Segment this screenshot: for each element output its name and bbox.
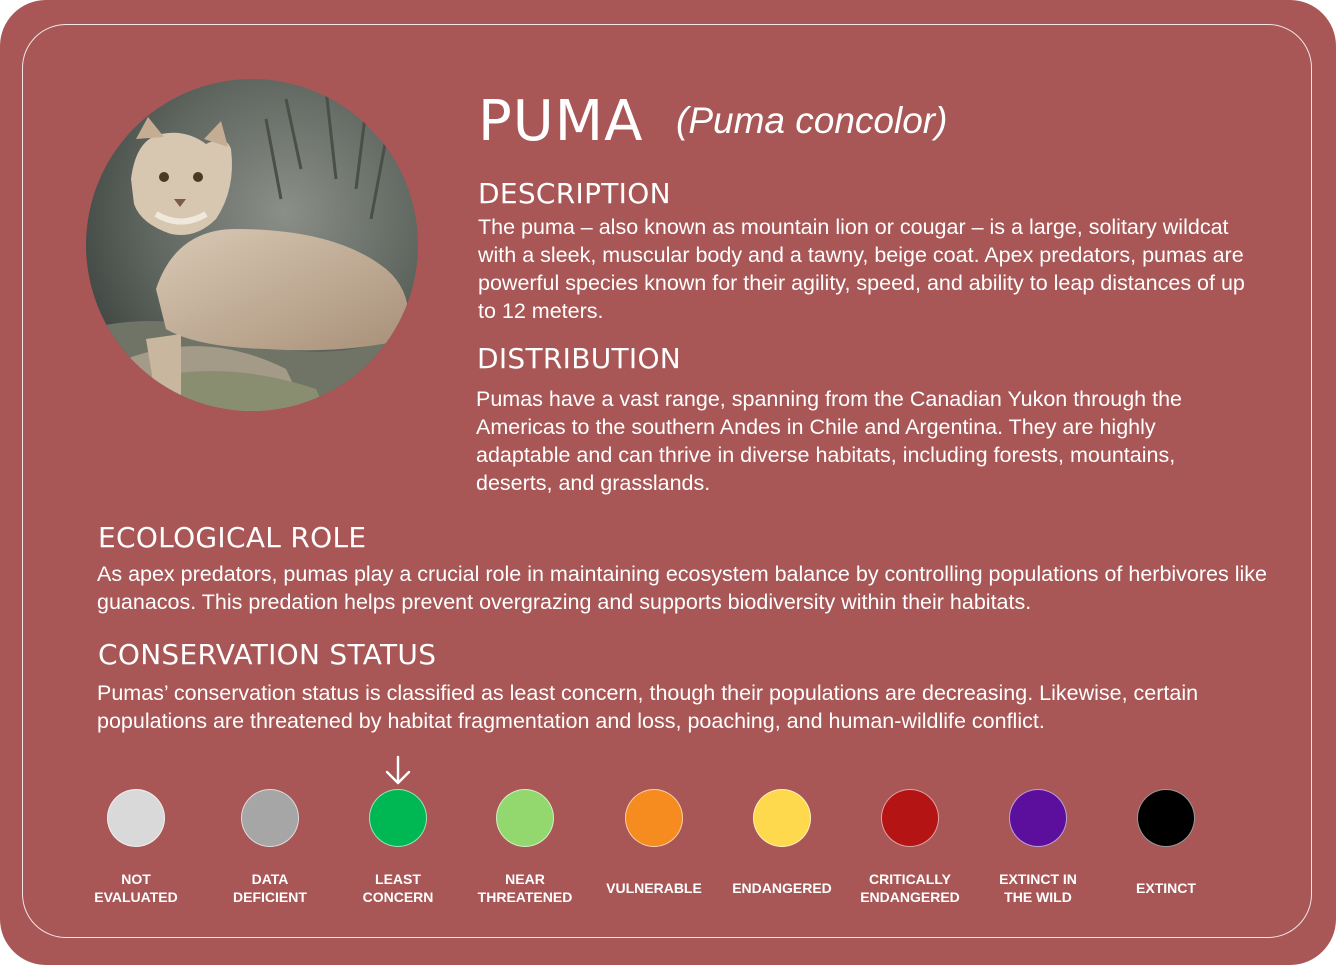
status-label: DATA DEFICIENT xyxy=(233,871,307,905)
status-data-deficient xyxy=(200,789,340,905)
current-status-arrow-icon xyxy=(384,755,412,787)
description-text: The puma – also known as mountain lion or cougar – is a large, solitary wildcat with a sleek, muscular body and a tawny, beige coat. Apex predators, pumas are powerful species known for their agility, speed, and ability to leap distances of up to 12 meters. xyxy=(478,215,1245,323)
status-vulnerable xyxy=(584,789,724,896)
status-label: EXTINCT xyxy=(1136,880,1196,896)
status-dot xyxy=(369,789,427,847)
puma-photo xyxy=(86,79,418,411)
distribution-heading: DISTRIBUTION xyxy=(477,342,682,375)
ecological-role-text: As apex predators, pumas play a crucial role in maintaining ecosystem balance by controlling populations of herbivores like guanacos. This predation helps prevent overgrazing and supports biodiversity within their habitats. xyxy=(97,562,1267,614)
status-label: EXTINCT IN THE WILD xyxy=(999,871,1077,905)
status-dot xyxy=(881,789,939,847)
status-extinct-in-the-wild xyxy=(968,789,1108,905)
species-name: PUMA xyxy=(478,89,644,154)
status-least-concern xyxy=(328,789,468,905)
scientific-name: (Puma concolor) xyxy=(676,100,948,141)
status-extinct xyxy=(1096,789,1236,896)
status-endangered xyxy=(712,789,852,896)
conservation-status-text: Pumas’ conservation status is classified as least concern, though their populations are decreasing. Likewise, certain populations are threatened by habitat fragmentation and loss, poaching, and human-wildlife conflict. xyxy=(97,681,1199,733)
status-label: NEAR THREATENED xyxy=(477,871,573,905)
status-dot xyxy=(107,789,165,847)
status-critically-endangered xyxy=(840,789,980,905)
status-label: NOT EVALUATED xyxy=(94,871,178,905)
ecological-role-heading: ECOLOGICAL ROLE xyxy=(98,521,367,554)
status-dot xyxy=(753,789,811,847)
status-dot xyxy=(625,789,683,847)
status-label: LEAST CONCERN xyxy=(362,871,434,905)
description-heading: DESCRIPTION xyxy=(478,177,671,210)
status-dot xyxy=(241,789,299,847)
status-dot xyxy=(1009,789,1067,847)
status-dot xyxy=(1137,789,1195,847)
status-dot xyxy=(496,789,554,847)
distribution-text: Pumas have a vast range, spanning from the Canadian Yukon through the Americas to the southern Andes in Chile and Argentina. They are highly adaptable and can thrive in diverse habitats, including forests, mountains, deserts, and grasslands. xyxy=(476,387,1182,495)
status-label: VULNERABLE xyxy=(606,880,702,896)
status-label: ENDANGERED xyxy=(732,880,832,896)
status-label: CRITICALLY ENDANGERED xyxy=(860,871,960,905)
conservation-status-heading: CONSERVATION STATUS xyxy=(98,638,437,671)
status-near-threatened xyxy=(455,789,595,905)
status-not-evaluated xyxy=(66,789,206,905)
